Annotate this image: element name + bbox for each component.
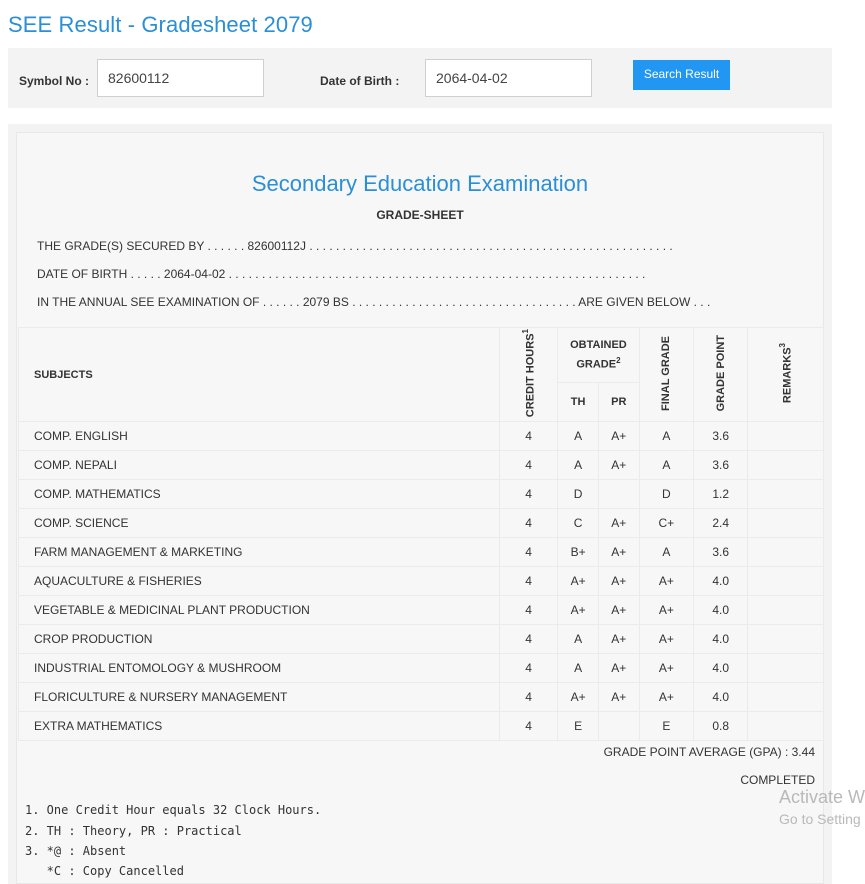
activate-windows-watermark: Activate W <box>779 787 865 807</box>
subject-cell: AQUACULTURE & FISHERIES <box>19 567 500 596</box>
subject-cell: VEGETABLE & MEDICINAL PLANT PRODUCTION <box>19 596 500 625</box>
credit-cell: 4 <box>499 712 557 741</box>
final-grade-cell: A+ <box>639 625 693 654</box>
exam-title: Secondary Education Examination <box>251 171 589 196</box>
pr-grade-cell: A+ <box>598 596 639 625</box>
remarks-cell <box>748 509 824 538</box>
final-grade-cell: D <box>639 480 693 509</box>
table-row <box>19 654 824 683</box>
header-final-grade: FINAL GRADE <box>639 328 693 422</box>
th-grade-cell: A <box>558 625 599 654</box>
note-2: 2. TH : Theory, PR : Practical <box>25 824 242 838</box>
grade-point-cell: 4.0 <box>694 654 748 683</box>
subject-cell: EXTRA MATHEMATICS <box>19 712 500 741</box>
credit-cell: 4 <box>499 625 557 654</box>
header-obtained-grade: OBTAINED GRADE$^2$ <box>558 328 639 383</box>
table-row <box>19 567 824 596</box>
remarks-cell <box>748 538 824 567</box>
note-1: 1. One Credit Hour equals 32 Clock Hours. <box>25 803 322 817</box>
header-remarks: REMARKS$^3$ <box>748 328 824 422</box>
final-grade-cell: A <box>639 451 693 480</box>
examination-line: IN THE ANNUAL SEE EXAMINATION OF . . . . . . 2079 BS . . . . . . . . . . . . . . . . . . . . . . . . . . . . . . . . . . ARE GIVEN BELOW . . . <box>37 295 711 309</box>
pr-grade-cell <box>598 480 639 509</box>
header-subjects: SUBJECTS <box>19 328 500 422</box>
pr-grade-cell: A+ <box>598 625 639 654</box>
credit-cell: 4 <box>499 538 557 567</box>
credit-cell: 4 <box>499 654 557 683</box>
pr-grade-cell <box>598 712 639 741</box>
credit-cell: 4 <box>499 480 557 509</box>
header-credit-hours: CREDIT HOURS$^1$ <box>499 328 557 422</box>
remarks-cell <box>748 567 824 596</box>
table-row <box>19 480 824 509</box>
remarks-cell <box>748 654 824 683</box>
th-grade-cell: A+ <box>558 596 599 625</box>
dob-label: Date of Birth : <box>320 74 400 88</box>
remarks-cell <box>748 625 824 654</box>
remarks-cell <box>748 683 824 712</box>
th-grade-cell: A <box>558 451 599 480</box>
final-grade-cell: A+ <box>639 596 693 625</box>
credit-cell: 4 <box>499 596 557 625</box>
credit-cell: 4 <box>499 509 557 538</box>
th-grade-cell: B+ <box>558 538 599 567</box>
grade-point-cell: 3.6 <box>694 422 748 451</box>
header-grade-point: GRADE POINT <box>694 328 748 422</box>
final-grade-cell: C+ <box>639 509 693 538</box>
page-title: SEE Result - Gradesheet 2079 <box>8 12 313 37</box>
note-3: 3. *@ : Absent <box>25 844 127 858</box>
table-row <box>19 422 824 451</box>
table-row <box>19 712 824 741</box>
table-row <box>19 451 824 480</box>
table-row <box>19 509 824 538</box>
dob-input[interactable]: 2064-04-02 <box>425 59 592 97</box>
table-row <box>19 538 824 567</box>
th-grade-cell: E <box>558 712 599 741</box>
th-grade-cell: D <box>558 480 599 509</box>
pr-grade-cell: A+ <box>598 567 639 596</box>
grade-point-cell: 4.0 <box>694 567 748 596</box>
search-result-button[interactable]: Search Result <box>633 60 730 90</box>
subject-cell: COMP. SCIENCE <box>19 509 500 538</box>
status-completed: COMPLETED <box>740 773 815 787</box>
subject-cell: COMP. NEPALI <box>19 451 500 480</box>
credit-cell: 4 <box>499 422 557 451</box>
remarks-cell <box>748 451 824 480</box>
grade-sheet-title: GRADE-SHEET <box>376 208 464 222</box>
subject-cell: INDUSTRIAL ENTOMOLOGY & MUSHROOM <box>19 654 500 683</box>
pr-grade-cell: A+ <box>598 422 639 451</box>
gpa-summary: GRADE POINT AVERAGE (GPA) : 3.44 <box>603 745 815 759</box>
pr-grade-cell: A+ <box>598 654 639 683</box>
remarks-cell <box>748 422 824 451</box>
subject-cell: COMP. ENGLISH <box>19 422 500 451</box>
th-grade-cell: A <box>558 654 599 683</box>
pr-grade-cell: A+ <box>598 451 639 480</box>
th-grade-cell: A+ <box>558 683 599 712</box>
remarks-cell <box>748 712 824 741</box>
credit-cell: 4 <box>499 451 557 480</box>
final-grade-cell: A+ <box>639 654 693 683</box>
th-grade-cell: A+ <box>558 567 599 596</box>
grade-point-cell: 2.4 <box>694 509 748 538</box>
subject-cell: COMP. MATHEMATICS <box>19 480 500 509</box>
grades-table <box>18 327 824 741</box>
note-4: *C : Copy Cancelled <box>25 864 184 878</box>
grade-point-cell: 4.0 <box>694 596 748 625</box>
go-to-settings-watermark: Go to Setting <box>779 811 861 827</box>
header-th: TH <box>558 382 599 421</box>
secured-by-line: THE GRADE(S) SECURED BY . . . . . . 82600112J . . . . . . . . . . . . . . . . . . . . . . . . . . . . . . . . . . . . . . . . . . . . . . . . . . . . . . . <box>37 239 673 253</box>
symbol-input[interactable]: 82600112 <box>97 59 264 97</box>
gradesheet-panel <box>8 124 832 884</box>
subject-cell: FLORICULTURE & NURSERY MANAGEMENT <box>19 683 500 712</box>
remarks-cell <box>748 480 824 509</box>
grade-point-cell: 3.6 <box>694 451 748 480</box>
subject-cell: FARM MANAGEMENT & MARKETING <box>19 538 500 567</box>
credit-cell: 4 <box>499 683 557 712</box>
grade-point-cell: 1.2 <box>694 480 748 509</box>
header-pr: PR <box>598 382 639 421</box>
grade-point-cell: 4.0 <box>694 683 748 712</box>
symbol-label: Symbol No : <box>19 74 90 88</box>
final-grade-cell: A+ <box>639 567 693 596</box>
th-grade-cell: A <box>558 422 599 451</box>
pr-grade-cell: A+ <box>598 538 639 567</box>
final-grade-cell: A <box>639 422 693 451</box>
date-of-birth-line: DATE OF BIRTH . . . . . 2064-04-02 . . . . . . . . . . . . . . . . . . . . . . . . . . . . . . . . . . . . . . . . . . . . . . . . . . . . . . . . . . . . . . . <box>37 267 646 281</box>
th-grade-cell: C <box>558 509 599 538</box>
grade-point-cell: 3.6 <box>694 538 748 567</box>
search-bar <box>8 48 832 108</box>
final-grade-cell: E <box>639 712 693 741</box>
grade-point-cell: 4.0 <box>694 625 748 654</box>
final-grade-cell: A+ <box>639 683 693 712</box>
pr-grade-cell: A+ <box>598 683 639 712</box>
subject-cell: CROP PRODUCTION <box>19 625 500 654</box>
table-row <box>19 596 824 625</box>
pr-grade-cell: A+ <box>598 509 639 538</box>
table-row <box>19 625 824 654</box>
final-grade-cell: A <box>639 538 693 567</box>
remarks-cell <box>748 596 824 625</box>
credit-cell: 4 <box>499 567 557 596</box>
table-row <box>19 683 824 712</box>
gradesheet <box>16 132 824 884</box>
grade-point-cell: 0.8 <box>694 712 748 741</box>
